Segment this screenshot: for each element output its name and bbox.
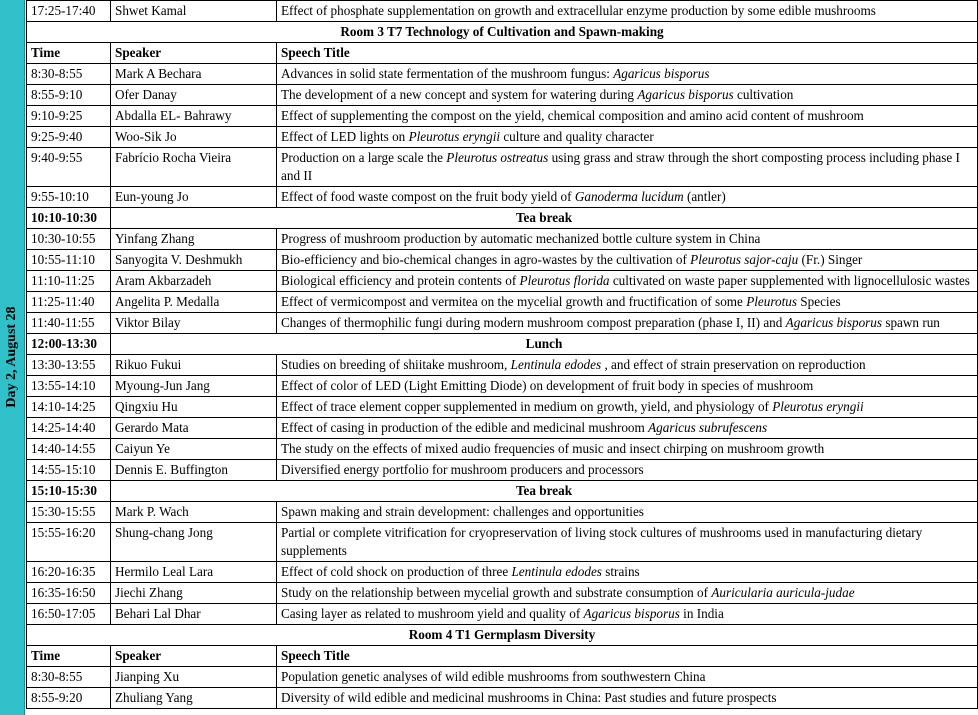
- title-text: Effect of phosphate supplementation on growth and extracellular enzyme production by some edible mushrooms: [281, 3, 876, 18]
- talk-row: [27, 64, 978, 85]
- title-text: Effect of color of LED (Light Emitting Diode) on development of fruit body in species of mushroom: [281, 378, 814, 393]
- title-text: Effect of cold shock on production of three: [281, 564, 512, 579]
- talk-time: 16:35-16:50: [27, 583, 111, 604]
- talk-row: [27, 229, 978, 250]
- talk-row: [27, 523, 978, 562]
- talk-row: [27, 106, 978, 127]
- talk-row: [27, 439, 978, 460]
- talk-time: 17:25-17:40: [27, 1, 111, 22]
- schedule-body: [27, 1, 978, 709]
- title-text: Bio-efficiency and bio-chemical changes in agro-wastes by the cultivation of: [281, 252, 691, 267]
- talk-row: [27, 1, 978, 22]
- talk-speaker: Viktor Bilay: [111, 313, 277, 334]
- title-text: culture and quality character: [500, 129, 654, 144]
- title-text: Population genetic analyses of wild edible mushrooms from southwestern China: [281, 669, 706, 684]
- talk-speaker: Caiyun Ye: [111, 439, 277, 460]
- talk-speaker: Jianping Xu: [111, 667, 277, 688]
- talk-row: [27, 148, 978, 187]
- title-text: Effect of supplementing the compost on the yield, chemical composition and amino acid content of mushroom: [281, 108, 864, 123]
- talk-time: 16:50-17:05: [27, 604, 111, 625]
- talk-time: 15:30-15:55: [27, 502, 111, 523]
- talk-row: [27, 667, 978, 688]
- title-text: Effect of LED lights on: [281, 129, 409, 144]
- title-text: Production on a large scale the: [281, 150, 447, 165]
- talk-time: 13:55-14:10: [27, 376, 111, 397]
- title-text: Species: [797, 294, 841, 309]
- talk-time: 11:25-11:40: [27, 292, 111, 313]
- talk-row: [27, 250, 978, 271]
- talk-title: [277, 418, 978, 439]
- title-text: Effect of food waste compost on the fruit body yield of: [281, 189, 575, 204]
- species-name: Lentinula edodes: [510, 357, 602, 372]
- talk-row: [27, 355, 978, 376]
- talk-row: [27, 418, 978, 439]
- talk-title: [277, 85, 978, 106]
- title-text: Biological efficiency and protein contents of: [281, 273, 520, 288]
- room-header-row: [27, 625, 978, 646]
- talk-title: [277, 127, 978, 148]
- talk-time: 9:25-9:40: [27, 127, 111, 148]
- talk-title: [277, 562, 978, 583]
- species-name: Pleurotus: [746, 294, 797, 309]
- species-name: Pleurotus eryngii: [408, 129, 501, 144]
- talk-title: [277, 376, 978, 397]
- break-time: 12:00-13:30: [27, 334, 111, 355]
- talk-time: 16:20-16:35: [27, 562, 111, 583]
- talk-row: [27, 127, 978, 148]
- species-name: Pleurotus ostreatus: [446, 150, 549, 165]
- talk-time: 11:10-11:25: [27, 271, 111, 292]
- break-label: Tea break: [111, 481, 978, 502]
- talk-title: [277, 1, 978, 22]
- talk-title: [277, 667, 978, 688]
- talk-title: [277, 292, 978, 313]
- species-name: Ganoderma lucidum: [574, 189, 684, 204]
- talk-title: [277, 313, 978, 334]
- title-text: Effect of trace element copper supplemented in medium on growth, yield, and physiology of: [281, 399, 773, 414]
- talk-speaker: Jiechi Zhang: [111, 583, 277, 604]
- species-name: Lentinula edodes: [511, 564, 602, 579]
- break-time: 15:10-15:30: [27, 481, 111, 502]
- title-text: Advances in solid state fermentation of the mushroom fungus:: [281, 66, 614, 81]
- title-column-header: Speech Title: [277, 646, 978, 667]
- title-text: Diversity of wild edible and medicinal mushrooms in China: Past studies and future prospects: [281, 690, 777, 705]
- species-name: Agaricus bisporus: [785, 315, 883, 330]
- talk-time: 14:55-15:10: [27, 460, 111, 481]
- talk-row: [27, 313, 978, 334]
- column-header-row: [27, 646, 978, 667]
- talk-title: [277, 397, 978, 418]
- species-name: Agaricus bisporus: [637, 87, 734, 102]
- talk-speaker: Fabrício Rocha Vieira: [111, 148, 277, 187]
- talk-speaker: Eun-young Jo: [111, 187, 277, 208]
- title-text: Spawn making and strain development: challenges and opportunities: [281, 504, 644, 519]
- talk-title: [277, 148, 978, 187]
- talk-speaker: Angelita P. Medalla: [111, 292, 277, 313]
- break-row: [27, 481, 978, 502]
- talk-title: [277, 355, 978, 376]
- talk-title: [277, 250, 978, 271]
- talk-row: [27, 604, 978, 625]
- species-name: Pleurotus eryngii: [772, 399, 864, 414]
- talk-speaker: Qingxiu Hu: [111, 397, 277, 418]
- talk-title: [277, 271, 978, 292]
- time-column-header: Time: [27, 646, 111, 667]
- title-text: using grass and straw through the short composting process including phase I and II: [281, 150, 960, 183]
- speaker-column-header: Speaker: [111, 43, 277, 64]
- day-sidebar: [0, 0, 25, 715]
- talk-time: 10:55-11:10: [27, 250, 111, 271]
- talk-time: 11:40-11:55: [27, 313, 111, 334]
- title-text: The development of a new concept and system for watering during: [281, 87, 638, 102]
- talk-title: [277, 502, 978, 523]
- talk-time: 9:10-9:25: [27, 106, 111, 127]
- schedule-table: [26, 0, 978, 709]
- break-row: [27, 334, 978, 355]
- talk-row: [27, 502, 978, 523]
- room-title: Room 3 T7 Technology of Cultivation and Spawn-making: [27, 22, 978, 43]
- talk-speaker: Woo-Sik Jo: [111, 127, 277, 148]
- talk-speaker: Sanyogita V. Deshmukh: [111, 250, 277, 271]
- title-text: cultivated on waste paper supplemented with lignocellulosic wastes: [609, 273, 970, 288]
- talk-speaker: Shwet Kamal: [111, 1, 277, 22]
- talk-title: [277, 688, 978, 709]
- talk-row: [27, 271, 978, 292]
- time-column-header: Time: [27, 43, 111, 64]
- species-name: Agaricus bisporus: [583, 606, 680, 621]
- title-text: Study on the relationship between mycelial growth and substrate consumption of: [281, 585, 712, 600]
- talk-title: [277, 64, 978, 85]
- talk-time: 14:40-14:55: [27, 439, 111, 460]
- talk-title: [277, 523, 978, 562]
- talk-speaker: Zhuliang Yang: [111, 688, 277, 709]
- talk-row: [27, 688, 978, 709]
- species-name: Pleurotus florida: [519, 273, 610, 288]
- talk-speaker: Yinfang Zhang: [111, 229, 277, 250]
- break-label: Lunch: [111, 334, 978, 355]
- break-label: Tea break: [111, 208, 978, 229]
- column-header-row: [27, 43, 978, 64]
- title-text: Studies on breeding of shiitake mushroom,: [281, 357, 511, 372]
- talk-time: 10:30-10:55: [27, 229, 111, 250]
- talk-speaker: Mark P. Wach: [111, 502, 277, 523]
- talk-time: 14:25-14:40: [27, 418, 111, 439]
- species-name: Pleurotus sajor-caju: [690, 252, 799, 267]
- talk-speaker: Myoung-Jun Jang: [111, 376, 277, 397]
- talk-row: [27, 292, 978, 313]
- talk-speaker: Aram Akbarzadeh: [111, 271, 277, 292]
- title-text: Partial or complete vitrification for cryopreservation of living stock cultures of mushrooms used in manufacturing dietary supplements: [281, 525, 923, 558]
- talk-speaker: Hermilo Leal Lara: [111, 562, 277, 583]
- talk-row: [27, 376, 978, 397]
- talk-title: [277, 229, 978, 250]
- talk-time: 8:55-9:20: [27, 688, 111, 709]
- talk-time: 8:30-8:55: [27, 64, 111, 85]
- title-text: Diversified energy portfolio for mushroom producers and processors: [281, 462, 644, 477]
- species-name: Agaricus bisporus: [613, 66, 710, 81]
- title-text: cultivation: [733, 87, 794, 102]
- break-row: [27, 208, 978, 229]
- talk-row: [27, 562, 978, 583]
- talk-title: [277, 439, 978, 460]
- title-text: Progress of mushroom production by automatic mechanized bottle culture system in China: [281, 231, 761, 246]
- break-time: 10:10-10:30: [27, 208, 111, 229]
- talk-time: 9:55-10:10: [27, 187, 111, 208]
- talk-title: [277, 460, 978, 481]
- title-text: Changes of thermophilic fungi during modern mushroom compost preparation (phase I, II) and: [281, 315, 786, 330]
- talk-row: [27, 583, 978, 604]
- title-text: Effect of casing in production of the edible and medicinal mushroom: [281, 420, 649, 435]
- title-text: (antler): [683, 189, 726, 204]
- talk-time: 13:30-13:55: [27, 355, 111, 376]
- room-title: Room 4 T1 Germplasm Diversity: [27, 625, 978, 646]
- title-column-header: Speech Title: [277, 43, 978, 64]
- title-text: in India: [679, 606, 724, 621]
- talk-speaker: Gerardo Mata: [111, 418, 277, 439]
- title-text: , and effect of strain preservation on reproduction: [601, 357, 866, 372]
- title-text: Casing layer as related to mushroom yield and quality of: [281, 606, 584, 621]
- room-header-row: [27, 22, 978, 43]
- talk-row: [27, 397, 978, 418]
- talk-time: 8:30-8:55: [27, 667, 111, 688]
- species-name: Auricularia auricula-judae: [711, 585, 855, 600]
- title-text: The study on the effects of mixed audio frequencies of music and insect chirping on mushroom growth: [281, 441, 825, 456]
- talk-speaker: Shung-chang Jong: [111, 523, 277, 562]
- talk-speaker: Ofer Danay: [111, 85, 277, 106]
- talk-title: [277, 604, 978, 625]
- title-text: spawn run: [882, 315, 940, 330]
- talk-speaker: Abdalla EL- Bahrawy: [111, 106, 277, 127]
- talk-row: [27, 460, 978, 481]
- species-name: Agaricus subrufescens: [648, 420, 768, 435]
- talk-time: 14:10-14:25: [27, 397, 111, 418]
- speaker-column-header: Speaker: [111, 646, 277, 667]
- talk-row: [27, 187, 978, 208]
- talk-time: 15:55-16:20: [27, 523, 111, 562]
- talk-title: [277, 583, 978, 604]
- talk-speaker: Behari Lal Dhar: [111, 604, 277, 625]
- talk-speaker: Dennis E. Buffington: [111, 460, 277, 481]
- day-label: Day 2, August 28: [4, 306, 19, 408]
- talk-speaker: Mark A Bechara: [111, 64, 277, 85]
- title-text: (Fr.) Singer: [798, 252, 863, 267]
- talk-title: [277, 106, 978, 127]
- title-text: strains: [601, 564, 640, 579]
- talk-title: [277, 187, 978, 208]
- talk-speaker: Rikuo Fukui: [111, 355, 277, 376]
- talk-row: [27, 85, 978, 106]
- talk-time: 9:40-9:55: [27, 148, 111, 187]
- title-text: Effect of vermicompost and vermitea on the mycelial growth and fructification of some: [281, 294, 747, 309]
- talk-time: 8:55-9:10: [27, 85, 111, 106]
